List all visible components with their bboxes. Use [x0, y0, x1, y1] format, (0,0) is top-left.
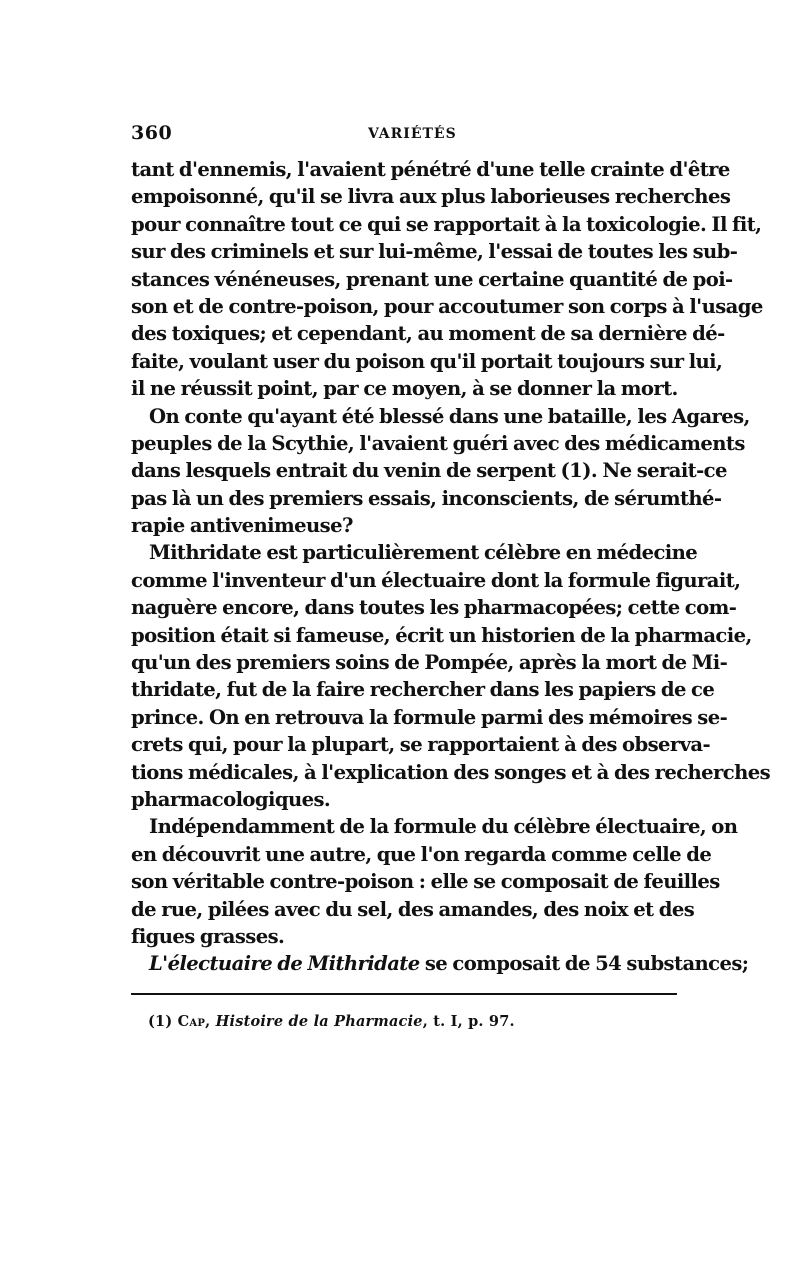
- text-line: stances vénéneuses, prenant une certaine quantité de poi-: [131, 267, 733, 291]
- text-line: comme l'inventeur d'un électuaire dont la formule figurait,: [131, 568, 741, 592]
- text-line: naguère encore, dans toutes les pharmacopées; cette com-: [131, 596, 737, 620]
- footnote-title: Histoire de la Pharmacie: [215, 1013, 423, 1030]
- text-line: position était si fameuse, écrit un historien de la pharmacie,: [131, 623, 752, 647]
- page-number: 360: [131, 122, 173, 144]
- footnote-rule: [131, 993, 677, 995]
- footnote-sep: ,: [205, 1013, 216, 1030]
- text-line: en découvrit une autre, que l'on regarda comme celle de: [131, 842, 712, 866]
- footnote: [148, 1013, 515, 1030]
- text-line: des toxiques; et cependant, au moment de sa dernière dé-: [131, 322, 725, 346]
- text-line: qu'un des premiers soins de Pompée, après la mort de Mi-: [131, 651, 728, 675]
- text-line: crets qui, pour la plupart, se rapportaient à des observa-: [131, 733, 711, 757]
- text-line: thridate, fut de la faire rechercher dans les papiers de ce: [131, 678, 715, 702]
- text-line: son et de contre-poison, pour accoutumer son corps à l'usage: [131, 294, 763, 318]
- footnote-ref: , t. I, p. 97.: [422, 1013, 515, 1030]
- footnote-marker: (1): [148, 1013, 173, 1030]
- text-line: de rue, pilées avec du sel, des amandes, des noix et des: [131, 897, 695, 921]
- text-line: sur des criminels et sur lui-même, l'essai de toutes les sub-: [131, 240, 738, 264]
- text-line: peuples de la Scythie, l'avaient guéri avec des médicaments: [131, 431, 745, 455]
- text-line: Indépendamment de la formule du célèbre électuaire, on: [149, 815, 738, 839]
- paragraph-3: [131, 539, 771, 813]
- text-line: [131, 950, 749, 977]
- paragraph-5: [131, 950, 749, 977]
- text-line: pas là un des premiers essais, inconscients, de sérumthé-: [131, 486, 722, 510]
- paragraph-2: [131, 403, 750, 540]
- page-header: [131, 122, 677, 150]
- text-line: Mithridate est particulièrement célèbre en médecine: [149, 541, 698, 565]
- text-line: On conte qu'ayant été blessé dans une bataille, les Agares,: [149, 404, 750, 428]
- footnote-author: Cap: [177, 1013, 206, 1030]
- paragraph-4: [131, 813, 738, 950]
- paragraph-1: [131, 156, 763, 403]
- text-line: pharmacologiques.: [131, 787, 331, 811]
- body-text: [131, 156, 771, 978]
- text-line: il ne réussit point, par ce moyen, à se donner la mort.: [131, 377, 678, 401]
- text-line: figues grasses.: [131, 924, 285, 948]
- text-line: tant d'ennemis, l'avaient pénétré d'une telle crainte d'être: [131, 158, 730, 181]
- italic-title: L'électuaire de Mithridate: [149, 952, 420, 976]
- text-line: dans lesquels entrait du venin de serpent (1). Ne serait-ce: [131, 459, 727, 483]
- text-line: prince. On en retrouva la formule parmi des mémoires se-: [131, 705, 728, 729]
- text-line: faite, voulant user du poison qu'il portait toujours sur lui,: [131, 349, 723, 373]
- text-line: son véritable contre-poison : elle se composait de feuilles: [131, 870, 720, 894]
- text-line: tions médicales, à l'explication des songes et à des recherches: [131, 760, 771, 784]
- text-line: rapie antivenimeuse?: [131, 514, 353, 538]
- running-head: VARIÉTÉS: [368, 126, 457, 142]
- text-run: se composait de 54 substances;: [419, 952, 749, 976]
- text-line: empoisonné, qu'il se livra aux plus laborieuses recherches: [131, 185, 731, 209]
- text-line: pour connaître tout ce qui se rapportait à la toxicologie. Il fit,: [131, 212, 762, 236]
